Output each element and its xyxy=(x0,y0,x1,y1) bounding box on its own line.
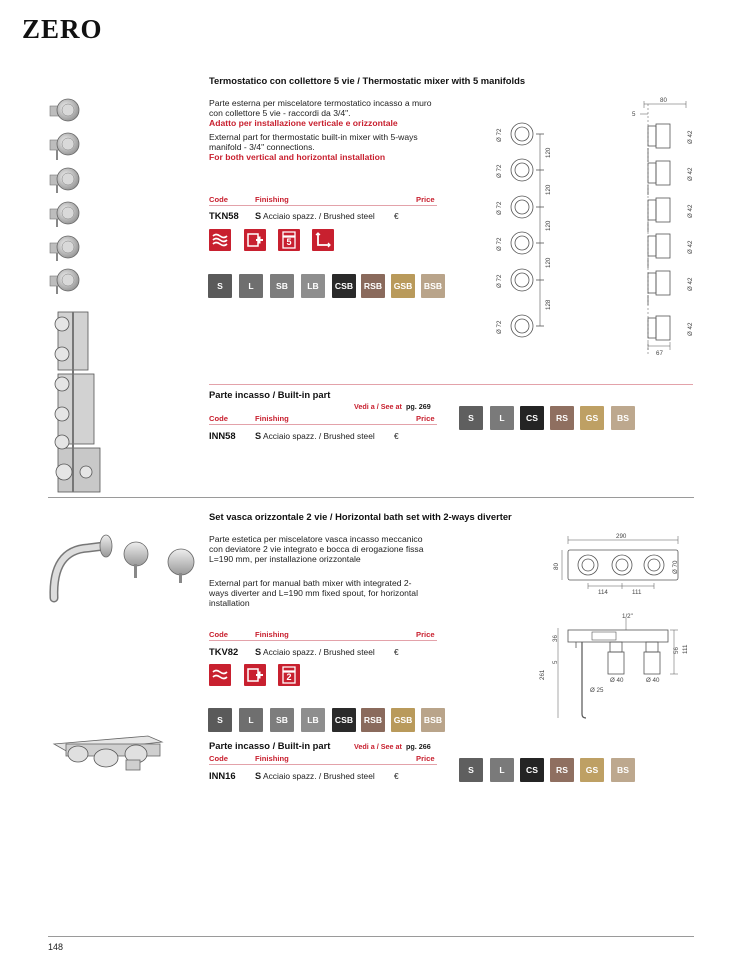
builtin-manifold-render xyxy=(46,310,102,494)
brand-logo: ZERO xyxy=(22,14,103,44)
section1-desc-en-text: External part for thermostatic built-in mixer with 5-ways manifold - 3/4" connections. xyxy=(209,132,418,153)
finish-swatch[interactable]: BS xyxy=(611,406,635,430)
knob-render xyxy=(50,99,79,121)
finish-swatch[interactable]: BS xyxy=(611,758,635,782)
section2-code-header: Code xyxy=(209,630,228,639)
builtin2-price-header: Price xyxy=(416,754,435,763)
dim-label: Ø 72 xyxy=(496,164,503,178)
section1-desc-it-text: Parte esterna per miscelatore termostatico incasso a muro con collettore 5 vie - raccordi da 3/4". xyxy=(209,98,432,119)
builtin2-product-code: INN16 xyxy=(209,770,236,781)
dim-label: 128 xyxy=(545,299,552,310)
dim-label: 67 xyxy=(656,350,663,357)
finish-swatch[interactable]: RS xyxy=(550,758,574,782)
dim-label: 290 xyxy=(616,533,627,540)
section1-desc-en-red: For both vertical and horizontal installation xyxy=(209,152,386,163)
builtin2-code-header: Code xyxy=(209,754,228,763)
finish-swatch[interactable]: CS xyxy=(520,406,544,430)
dim-label: 5 xyxy=(552,660,559,664)
bath-side-view-drawing xyxy=(534,612,694,720)
section2-finishing-header: Finishing xyxy=(255,630,289,639)
dim-label: 114 xyxy=(598,589,608,596)
finish-swatch[interactable]: LB xyxy=(301,274,325,298)
finish-swatch[interactable]: CSB xyxy=(332,708,356,732)
section1-price: € xyxy=(394,211,399,221)
finish-swatch[interactable]: BSB xyxy=(421,274,445,298)
finish-swatch[interactable]: RSB xyxy=(361,274,385,298)
knob-render xyxy=(50,168,79,193)
builtin2-see-at[interactable]: Vedi a / See at pg. 266 xyxy=(354,742,431,751)
side-view-drawing xyxy=(630,96,700,358)
section1-finishing-header: Finishing xyxy=(255,195,289,204)
dim-label: Ø 72 xyxy=(496,320,503,334)
knob-render xyxy=(50,269,79,294)
finish-swatch[interactable]: L xyxy=(239,274,263,298)
knob-render xyxy=(50,236,79,261)
section1-price-header: Price xyxy=(416,195,435,204)
finish-swatch[interactable]: SB xyxy=(270,274,294,298)
bath-front-view-drawing xyxy=(546,530,692,596)
divider xyxy=(209,424,437,425)
dim-label: 80 xyxy=(553,563,560,570)
finish-swatch[interactable]: L xyxy=(490,406,514,430)
builtin1-code-header: Code xyxy=(209,414,228,423)
knob-render xyxy=(50,133,79,160)
builtin1-price-header: Price xyxy=(416,414,435,423)
section1-desc-en xyxy=(209,132,439,163)
builtin2-price: € xyxy=(394,771,399,781)
dim-label: 261 xyxy=(539,669,546,680)
builtin1-product-code: INN58 xyxy=(209,430,236,441)
divider xyxy=(209,205,437,206)
outlet-count: 5 xyxy=(286,237,292,247)
dim-label: Ø 72 xyxy=(496,128,503,142)
dim-label: 111 xyxy=(632,589,642,596)
outlets-2-icon xyxy=(278,664,300,686)
dim-label: 120 xyxy=(545,184,552,195)
dim-label: Ø 42 xyxy=(687,240,694,254)
dim-label: Ø 42 xyxy=(687,167,694,181)
builtin2-title: Parte incasso / Built-in part xyxy=(209,740,331,751)
divider xyxy=(209,384,693,385)
section-divider xyxy=(48,497,694,498)
dim-label: Ø 42 xyxy=(687,204,694,218)
footer-divider xyxy=(48,936,694,937)
section2-desc-en: External part for manual bath mixer with integrated 2-ways diverter and L=190 mm fixed spout, for horizontal installation xyxy=(209,578,418,609)
builtin1-finish: S Acciaio spazz. / Brushed steel xyxy=(255,431,375,441)
finish-swatch[interactable]: L xyxy=(490,758,514,782)
section1-desc-it-red: Adatto per installazione verticale e orizzontale xyxy=(209,118,398,129)
finish-swatch[interactable]: S xyxy=(208,274,232,298)
dim-label: Ø 40 xyxy=(646,677,660,684)
builtin2-finishing-header: Finishing xyxy=(255,754,289,763)
mixer-icon xyxy=(244,664,266,686)
finish-swatch[interactable]: LB xyxy=(301,708,325,732)
finish-swatch[interactable]: S xyxy=(208,708,232,732)
outlets-5-icon xyxy=(278,229,300,251)
finish-swatch[interactable]: RSB xyxy=(361,708,385,732)
outlet-count: 2 xyxy=(286,672,292,682)
dim-label: Ø 42 xyxy=(687,322,694,336)
dim-label: 1/2" xyxy=(622,613,633,620)
builtin1-finishing-header: Finishing xyxy=(255,414,289,423)
finish-swatch[interactable]: CS xyxy=(520,758,544,782)
dim-label: 120 xyxy=(545,220,552,231)
dim-label: 120 xyxy=(545,257,552,268)
finish-swatch[interactable]: SB xyxy=(270,708,294,732)
dim-label: Ø 40 xyxy=(610,677,624,684)
section1-code-header: Code xyxy=(209,195,228,204)
dim-label: 5 xyxy=(632,111,636,118)
dim-label: Ø 42 xyxy=(687,277,694,291)
finish-swatch[interactable]: RS xyxy=(550,406,574,430)
dim-label: 56 xyxy=(673,647,680,654)
section1-product-code: TKN58 xyxy=(209,210,239,221)
bath-set-render xyxy=(48,528,198,604)
section2-price: € xyxy=(394,647,399,657)
section2-desc-it: Parte estetica per miscelatore vasca incasso meccanico con deviatore 2 vie integrato e bocca di erogazione fissa L=190 mm, per installazione orizzontale xyxy=(209,534,424,565)
dim-label: Ø 25 xyxy=(590,687,604,694)
corner-install-icon xyxy=(312,229,334,251)
knob-renders xyxy=(44,96,88,296)
finish-swatch[interactable]: GSB xyxy=(391,274,415,298)
section2-price-header: Price xyxy=(416,630,435,639)
knob-render xyxy=(50,202,79,227)
builtin-bath-render xyxy=(48,724,168,776)
finish-swatch[interactable]: S xyxy=(459,758,483,782)
finish-swatch[interactable]: BSB xyxy=(421,708,445,732)
mixer-wave-icon xyxy=(209,664,231,686)
section1-desc-it xyxy=(209,98,439,129)
dim-label: Ø 72 xyxy=(496,274,503,288)
section2-product-code: TKV82 xyxy=(209,646,239,657)
builtin1-title: Parte incasso / Built-in part xyxy=(209,389,331,400)
dim-label: Ø 42 xyxy=(687,130,694,144)
mixer-icon xyxy=(244,229,266,251)
divider xyxy=(209,640,437,641)
thermostatic-icon xyxy=(209,229,231,251)
section2-title: Set vasca orizzontale 2 vie / Horizontal bath set with 2-ways diverter xyxy=(209,511,512,522)
dim-label: Ø 70 xyxy=(672,560,679,574)
builtin1-see-at[interactable]: Vedi a / See at pg. 269 xyxy=(354,402,431,411)
finish-swatch[interactable]: CSB xyxy=(332,274,356,298)
finish-swatch[interactable]: GSB xyxy=(391,708,415,732)
dim-label: 36 xyxy=(552,635,559,642)
builtin2-finish: S Acciaio spazz. / Brushed steel xyxy=(255,771,375,781)
finish-swatch[interactable]: L xyxy=(239,708,263,732)
dim-label: 111 xyxy=(682,644,689,654)
side-profile xyxy=(648,124,670,162)
builtin1-price: € xyxy=(394,431,399,441)
dim-label: 120 xyxy=(545,147,552,158)
section1-finish xyxy=(255,211,375,221)
divider xyxy=(209,764,437,765)
dim-label: Ø 72 xyxy=(496,237,503,251)
finish-swatch[interactable]: S xyxy=(459,406,483,430)
section1-title: Termostatico con collettore 5 vie / Thermostatic mixer with 5 manifolds xyxy=(209,75,526,86)
finish-swatch[interactable]: GS xyxy=(580,406,604,430)
page-number: 148 xyxy=(48,942,64,952)
dim-label: 80 xyxy=(660,97,667,104)
dim-label: Ø 72 xyxy=(496,201,503,215)
finish-swatch[interactable]: GS xyxy=(580,758,604,782)
finish-text: Acciaio spazz. / Brushed steel xyxy=(263,211,375,221)
section2-finish: S Acciaio spazz. / Brushed steel xyxy=(255,647,375,657)
front-view-drawing xyxy=(490,112,560,348)
finish-code: S xyxy=(255,211,262,221)
